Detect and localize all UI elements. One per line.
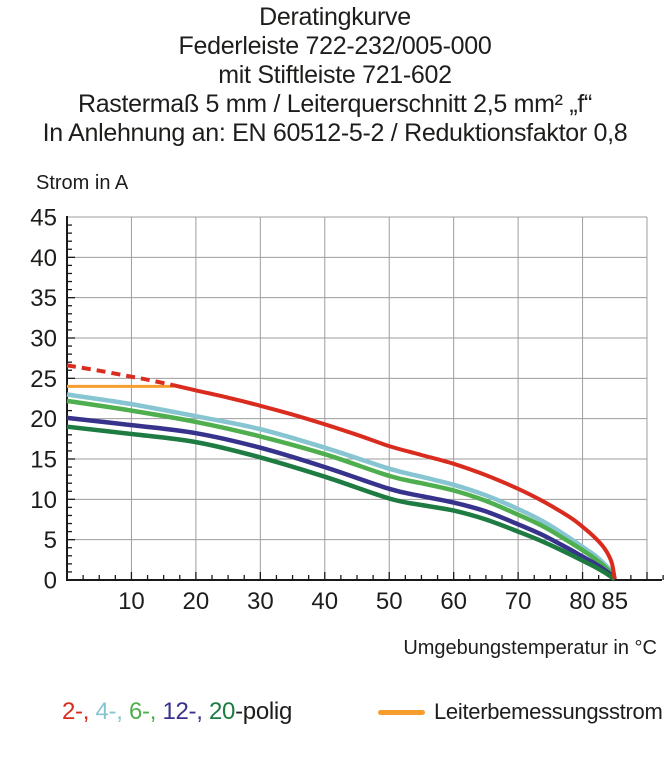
x-tick-label: 30 [246, 588, 274, 615]
x-tick-label: 80 [569, 588, 596, 615]
x-tick-label: 70 [504, 588, 532, 615]
title-line-3: mit Stiftleiste 721-602 [218, 61, 452, 89]
legend-pole-label: 6-, [128, 698, 163, 725]
gridlines [67, 217, 647, 580]
y-tick-label: 0 [43, 567, 57, 595]
x-tick-label: 10 [118, 588, 145, 615]
x-axis-title: Umgebungstemperatur in °C [403, 637, 657, 659]
tick-marks [67, 225, 663, 580]
y-tick-label: 20 [30, 406, 57, 434]
rated-current-line-swatch [378, 710, 425, 715]
x-tick-label: 40 [311, 588, 339, 615]
y-axis-title: Strom in A [36, 172, 129, 194]
title-line-5: In Anlehnung an: EN 60512-5-2 / Reduktionsfaktor 0,8 [42, 119, 628, 147]
poles-legend [62, 698, 292, 726]
legend-pole-label: 2-, [62, 698, 96, 725]
legend-pole-label: -polig [235, 698, 292, 725]
legend-pole-label: 20 [208, 698, 236, 725]
legend-pole-label: 12-, [162, 698, 209, 725]
y-tick-label: 10 [30, 486, 57, 514]
x-tick-label: 60 [440, 588, 468, 615]
y-tick-label: 35 [30, 285, 57, 313]
series-20-polig [67, 427, 615, 580]
x-tick-label: 50 [375, 588, 403, 615]
y-tick-label: 15 [30, 446, 57, 474]
title-line-4: Rastermaß 5 mm / Leiterquerschnitt 2,5 mm² „f“ [77, 90, 593, 118]
series-12-polig [67, 418, 615, 579]
series-2-polig [173, 385, 615, 579]
y-tick-label: 25 [30, 365, 57, 393]
x-tick-label: 85 [601, 588, 629, 615]
y-tick-label: 5 [43, 527, 57, 555]
series-2-polig-dashed [67, 365, 173, 385]
y-tick-label: 30 [30, 325, 57, 353]
x-tick-label: 20 [182, 588, 210, 615]
series-4-polig [67, 395, 615, 580]
axes [66, 216, 662, 581]
y-tick-label: 45 [30, 204, 57, 232]
rated-current-legend-label: Leiterbemessungsstrom [434, 699, 663, 724]
legend-pole-label: 4-, [95, 698, 129, 725]
title-line-2: Federleiste 722-232/005-000 [178, 32, 492, 60]
title-line-1: Deratingkurve [259, 3, 411, 31]
y-tick-label: 40 [30, 244, 57, 272]
